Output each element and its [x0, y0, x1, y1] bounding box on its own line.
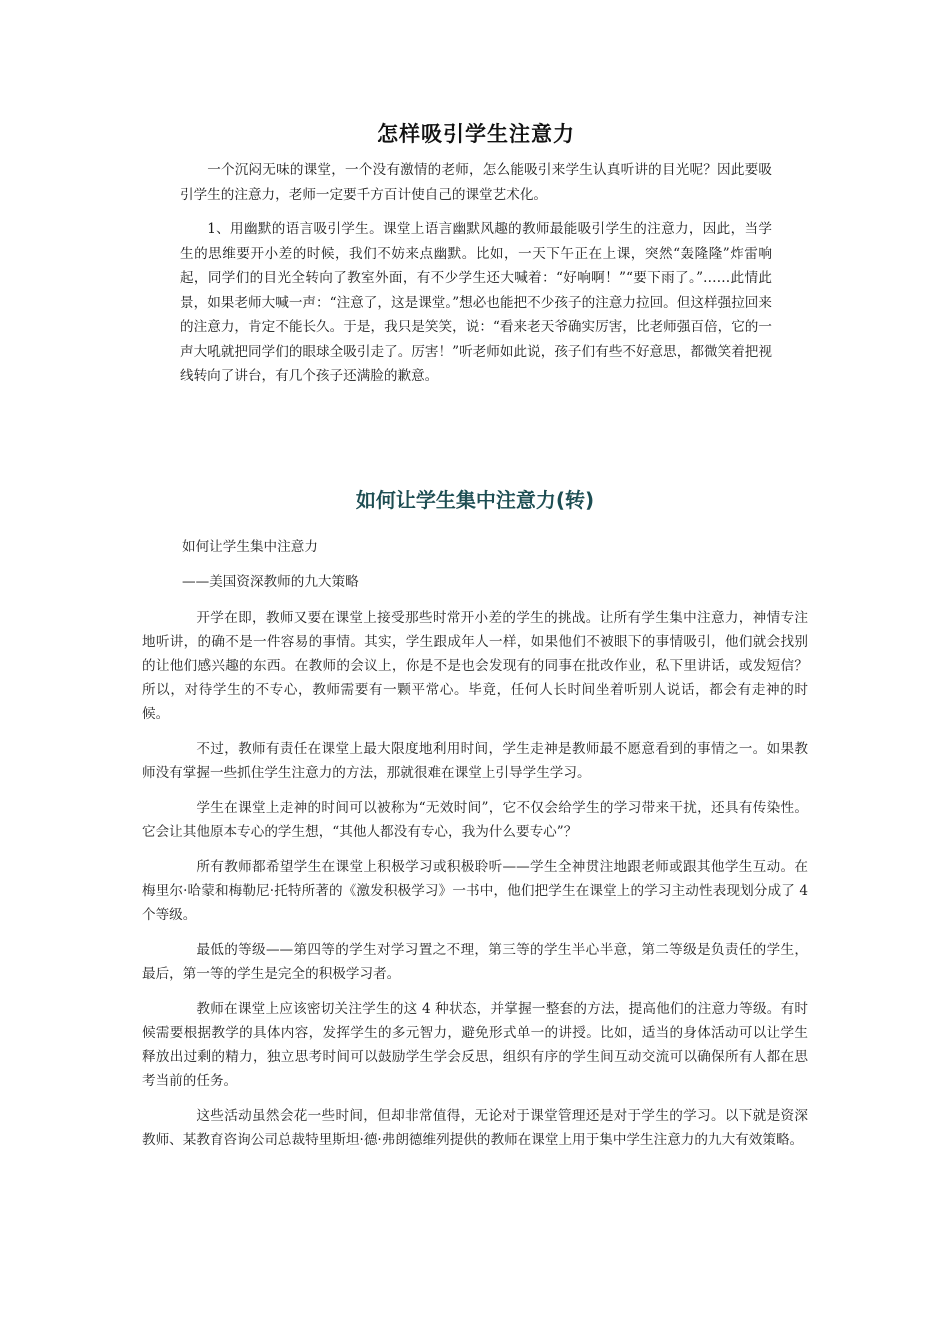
- body-paragraph: 教师在课堂上应该密切关注学生的这 4 种状态，并掌握一整套的方法，提高他们的注意力等级。有时候需要根据教学的具体内容，发挥学生的多元智力，避免形式单一的讲授。比如，适当的身体活动可以让学生释放出过剩的精力，独立思考时间可以鼓励学生学会反思，组织有序的学生间互动交流可以确保所有人都在思考当前的任务。: [142, 1001, 808, 1089]
- article-title: 怎样吸引学生注意力: [377, 122, 575, 146]
- body-paragraph: 不过，教师有责任在课堂上最大限度地利用时间，学生走神是教师最不愿意看到的事情之一。如果教师没有掌握一些抓住学生注意力的方法，那就很难在课堂上引导学生学习。: [142, 741, 808, 781]
- article-section-attention: [180, 118, 772, 399]
- article-subtitle: 如何让学生集中注意力: [182, 539, 318, 555]
- body-paragraph: 开学在即，教师又要在课堂上接受那些时常开小差的学生的挑战。让所有学生集中注意力，神情专注地听讲，的确不是一件容易的事情。其实，学生跟成年人一样，如果他们不被眼下的事情吸引，他们就会找别的让他们感兴趣的东西。在教师的会议上，你是不是也会发现有的同事在批改作业，私下里讲话，或发短信？所以，对待学生的不专心，教师需要有一颗平常心。毕竟，任何人长时间坐着听别人说话，都会有走神的时候。: [142, 610, 808, 722]
- body-paragraph: 这些活动虽然会花一些时间，但却非常值得，无论对于课堂管理还是对于学生的学习。以下就是资深教师、某教育咨询公司总裁特里斯坦·德·弗朗德维列提供的教师在课堂上用于集中学生注意力的九大有效策略。: [142, 1108, 808, 1148]
- body-paragraph: 所有教师都希望学生在课堂上积极学习或积极聆听——学生全神贯注地跟老师或跟其他学生互动。在梅里尔·哈蒙和梅勒尼·托特所著的《激发积极学习》一书中，他们把学生在课堂上的学习主动性表现划分成了 4 个等级。: [142, 859, 808, 923]
- article-byline: ——美国资深教师的九大策略: [182, 574, 359, 590]
- body-paragraph: 最低的等级——第四等的学生对学习置之不理，第三等的学生半心半意，第二等级是负责任的学生，最后，第一等的学生是完全的积极学习者。: [142, 942, 808, 982]
- humor-paragraph: 1、用幽默的语言吸引学生。课堂上语言幽默风趣的教师最能吸引学生的注意力，因此，当学生的思维要开小差的时候，我们不妨来点幽默。比如，一天下午正在上课，突然“轰隆隆”炸雷响起，同学们的目光全转向了教室外面，有不少学生还大喊着：“好响啊！”“要下雨了。”……此情此景，如果老师大喊一声：“注意了，这是课堂。”想必也能把不少孩子的注意力拉回。但这样强拉回来的注意力，肯定不能长久。于是，我只是笑笑，说：“看来老天爷确实厉害，比老师强百倍，它的一声大吼就把同学们的眼球全吸引走了。厉害！”听老师如此说，孩子们有些不好意思，都微笑着把视线转向了讲台，有几个孩子还满脸的歉意。: [180, 221, 772, 384]
- body-paragraph: 学生在课堂上走神的时间可以被称为“无效时间”，它不仅会给学生的学习带来干扰，还具有传染性。它会让其他原本专心的学生想，“其他人都没有专心，我为什么要专心”？: [142, 800, 808, 840]
- intro-paragraph: 一个沉闷无味的课堂，一个没有激情的老师，怎么能吸引来学生认真听讲的目光呢？因此要吸引学生的注意力，老师一定要千方百计使自己的课堂艺术化。: [180, 162, 772, 203]
- article-title: 如何让学生集中注意力(转): [355, 488, 595, 512]
- article-section-focus: [142, 484, 808, 1163]
